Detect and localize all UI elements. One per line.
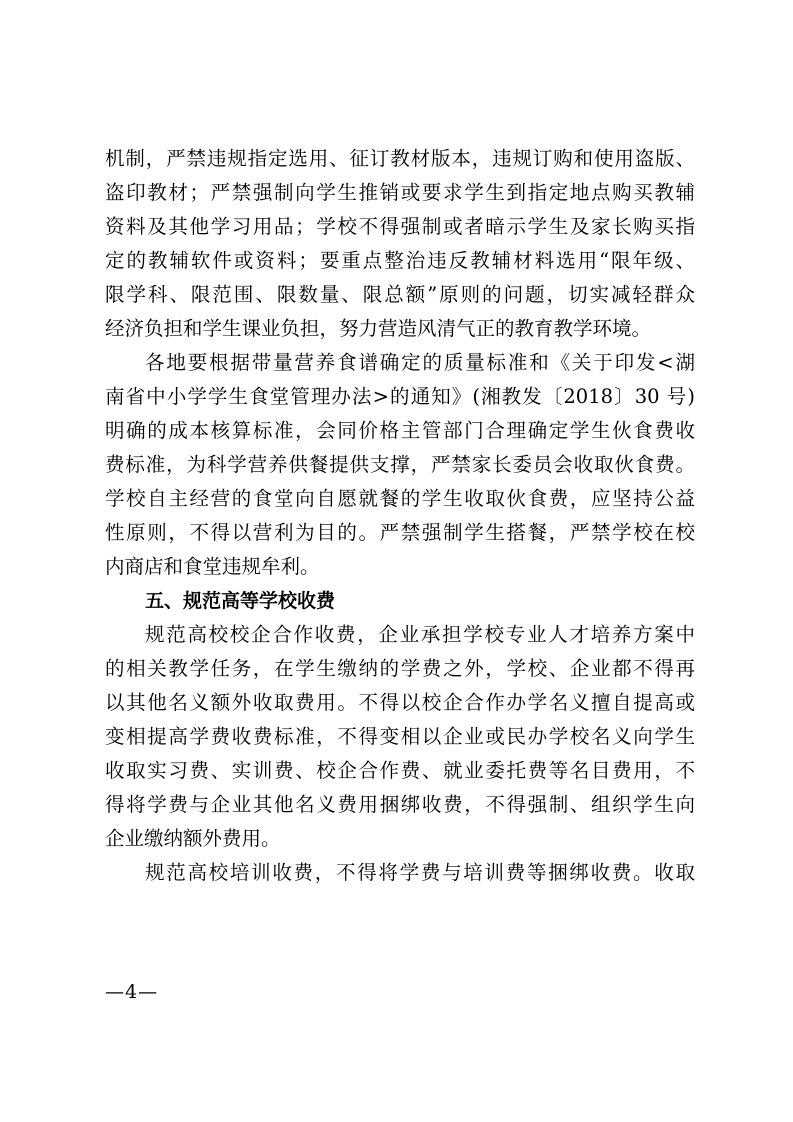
paragraph-line: 经济负担和学生课业负担，努力营造风清气正的教育教学环境。 <box>105 317 652 340</box>
paragraph-line: 企业缴纳额外费用。 <box>105 827 281 850</box>
paragraph-line: 费标准，为科学营养供餐提供支撑，严禁家长委员会收取伙食费。 <box>105 453 695 476</box>
paragraph-line: 定的教辅软件或资料；要重点整治违反教辅材料选用“限年级、 <box>105 249 695 272</box>
paragraph-line: 以其他名义额外收取费用。不得以校企合作办学名义擅自提高或 <box>105 691 695 714</box>
section-heading: 五、规范高等学校收费 <box>145 590 336 612</box>
page-number: —4— <box>105 981 159 1003</box>
paragraph-line: 收取实习费、实训费、校企合作费、就业委托费等名目费用，不 <box>105 759 695 782</box>
paragraph-line: 盗印教材；严禁强制向学生推销或要求学生到指定地点购买教辅 <box>105 181 695 204</box>
paragraph-line: 学校自主经营的食堂向自愿就餐的学生收取伙食费，应坚持公益 <box>105 487 695 510</box>
paragraph-line: 限学科、限范围、限数量、限总额”原则的问题，切实减轻群众 <box>105 283 695 306</box>
paragraph-line: 各地要根据带量营养食谱确定的质量标准和《关于印发<湖 <box>145 351 695 374</box>
paragraph-line: 规范高校校企合作收费，企业承担学校专业人才培养方案中 <box>145 623 695 646</box>
paragraph-line: 资料及其他学习用品；学校不得强制或者暗示学生及家长购买指 <box>105 215 695 238</box>
paragraph-line: 得将学费与企业其他名义费用捆绑收费，不得强制、组织学生向 <box>105 793 695 816</box>
paragraph-line: 的相关教学任务，在学生缴纳的学费之外，学校、企业都不得再 <box>105 657 695 680</box>
paragraph-line: 明确的成本核算标准，会同价格主管部门合理确定学生伙食费收 <box>105 419 695 442</box>
paragraph-line: 内商店和食堂违规牟利。 <box>105 555 320 578</box>
body-text <box>105 142 695 890</box>
paragraph-line: 南省中小学学生食堂管理办法>的通知》(湘教发〔2018〕30 号) <box>105 385 695 408</box>
paragraph-line: 机制，严禁违规指定选用、征订教材版本，违规订购和使用盗版、 <box>105 147 695 170</box>
paragraph-line: 变相提高学费收费标准，不得变相以企业或民办学校名义向学生 <box>105 725 695 748</box>
paragraph-line: 性原则，不得以营利为目的。严禁强制学生搭餐，严禁学校在校 <box>105 521 695 544</box>
paragraph-line: 规范高校培训收费，不得将学费与培训费等捆绑收费。收取 <box>145 861 695 884</box>
